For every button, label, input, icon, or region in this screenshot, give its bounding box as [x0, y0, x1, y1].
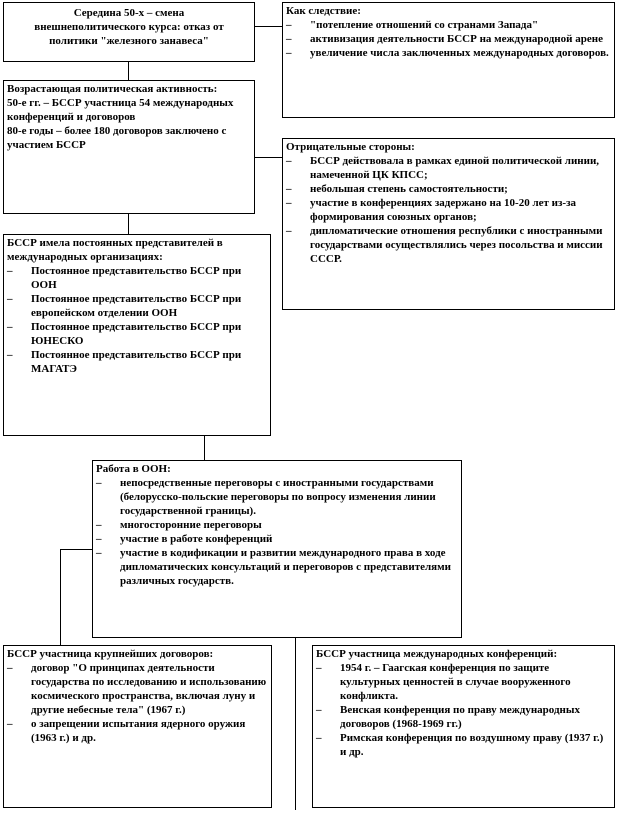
representative-item: – Постоянное представительство БССР при ЮНЕСКО: [7, 320, 267, 348]
connector-activity-representatives: [128, 213, 129, 235]
representative-item: – Постоянное представительство БССР при ООН: [7, 264, 267, 292]
consequence-title: Как следствие:: [286, 5, 361, 17]
conferences-list: [316, 661, 611, 759]
negative-title: Отрицательные стороны:: [286, 141, 415, 153]
negative-item: – дипломатические отношения республики с иностранными государствами осуществлялись через посольства и миссии СССР.: [286, 224, 611, 266]
representative-item: – Постоянное представительство БССР при МАГАТЭ: [7, 348, 267, 376]
un-work-list: [96, 476, 458, 588]
box-permanent-representatives: [3, 234, 271, 436]
activity-line-3: 80-е годы – более 180 договоров заключено с участием БССР: [7, 125, 227, 151]
box-consequence: [282, 2, 615, 118]
connector-un-down: [295, 637, 296, 810]
box-political-activity: [3, 80, 255, 214]
course-change-line-2: внешнеполитического курса: отказ от: [34, 21, 224, 33]
conferences-title: БССР участница международных конференций:: [316, 648, 558, 660]
treaties-list: [7, 661, 268, 745]
un-work-item: – участие в кодификации и развитии международного права в ходе дипломатических консультаций и переговоров с представителями различных государств.: [96, 546, 458, 588]
representative-item: – Постоянное представительство БССР при европейском отделении ООН: [7, 292, 267, 320]
consequence-item: – "потепление отношений со странами Запада": [286, 18, 611, 32]
treaty-item: – договор "О принципах деятельности государства по исследованию и использованию космического пространства, включая луну и другие небесные тела" (1967 г.): [7, 661, 268, 717]
connector-un-left: [60, 549, 93, 550]
box-negative-sides: [282, 138, 615, 310]
un-work-title: Работа в ООН:: [96, 463, 171, 475]
activity-line-2: 50-е гг. – БССР участница 54 международных конференций и договоров: [7, 97, 234, 123]
box-course-change: [3, 2, 255, 62]
conference-item: – 1954 г. – Гаагская конференция по защите культурных ценностей в случае вооруженного конфликта.: [316, 661, 611, 703]
conference-item: – Венская конференция по праву международных договоров (1968-1969 гг.): [316, 703, 611, 731]
box-un-work: [92, 460, 462, 638]
negative-list: [286, 154, 611, 266]
activity-line-1: Возрастающая политическая активность:: [7, 83, 218, 95]
connector-left-down: [60, 549, 61, 646]
connector-top-consequence: [254, 26, 282, 27]
consequence-item: – активизация деятельности БССР на международной арене: [286, 32, 611, 46]
course-change-line-1: Середина 50-х – смена: [73, 7, 185, 19]
un-work-item: – многосторонние переговоры: [96, 518, 458, 532]
connector-activity-negative: [254, 157, 282, 158]
treaty-item: – о запрещении испытания ядерного оружия (1963 г.) и др.: [7, 717, 268, 745]
treaties-title: БССР участница крупнейших договоров:: [7, 648, 214, 660]
negative-item: – небольшая степень самостоятельности;: [286, 182, 611, 196]
representatives-list: [7, 264, 267, 376]
conference-item: – Римская конференция по воздушному праву (1937 г.) и др.: [316, 731, 611, 759]
negative-item: – БССР действовала в рамках единой политической линии, намеченной ЦК КПСС;: [286, 154, 611, 182]
un-work-item: – участие в работе конференций: [96, 532, 458, 546]
consequence-item: – увеличение числа заключенных международных договоров.: [286, 46, 611, 60]
representatives-title: БССР имела постоянных представителей в международных организациях:: [7, 237, 223, 263]
box-international-conferences: [312, 645, 615, 808]
un-work-item: – непосредственные переговоры с иностранными государствами (белорусско-польские переговоры по вопросу изменения линии государственной границы).: [96, 476, 458, 518]
negative-item: – участие в конференциях задержано на 10-20 лет из-за формирования союзных органов;: [286, 196, 611, 224]
course-change-line-3: политики "железного занавеса": [49, 35, 209, 47]
connector-representatives-un: [204, 435, 205, 461]
box-major-treaties: [3, 645, 272, 808]
consequence-list: [286, 18, 611, 60]
connector-top-activity: [128, 61, 129, 81]
